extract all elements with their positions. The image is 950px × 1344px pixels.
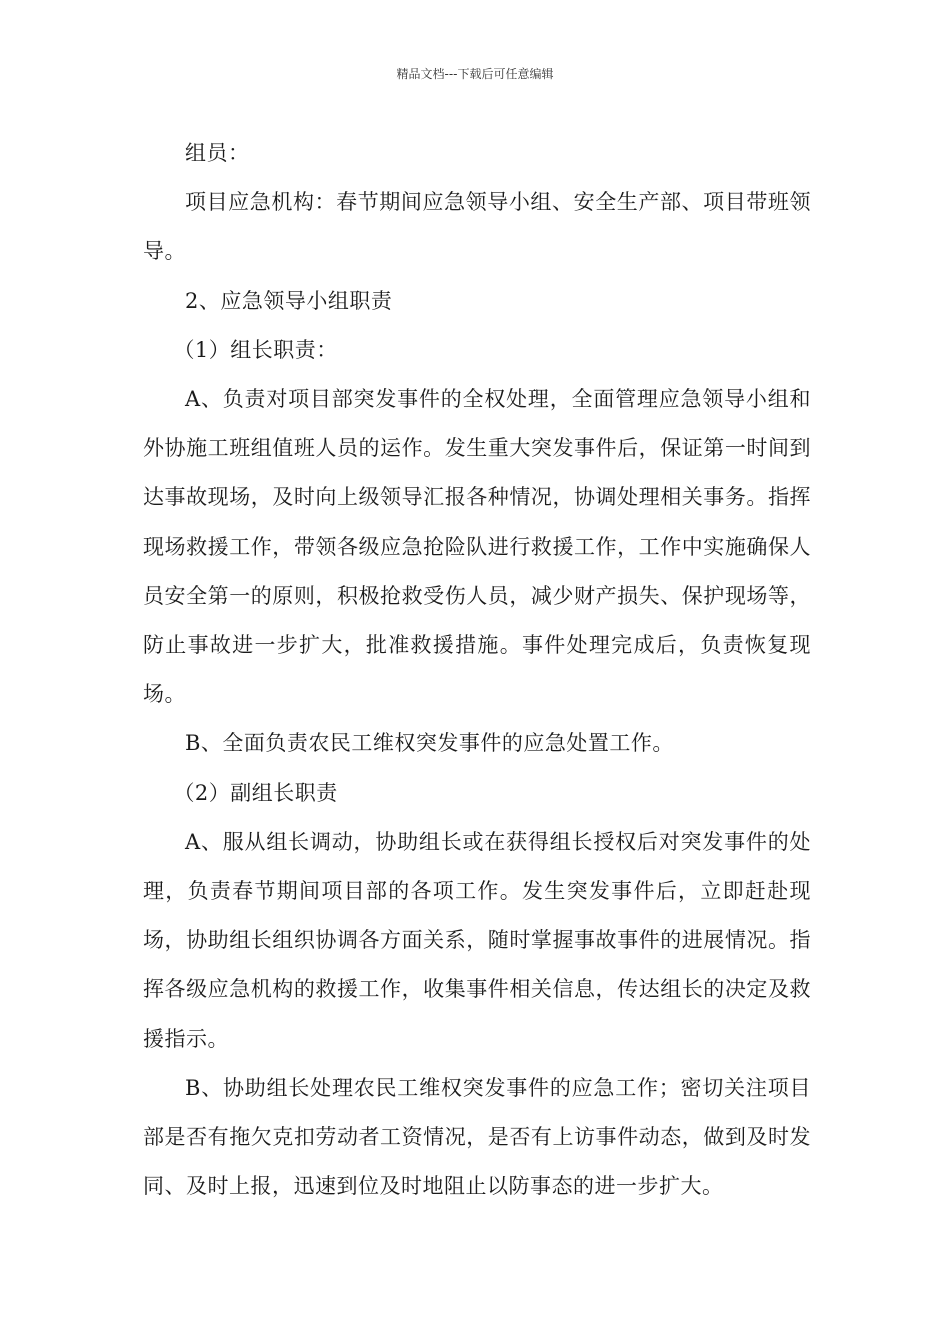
page-header: 精品文档---下载后可任意编辑 — [396, 67, 554, 81]
section-heading-leadership-duties: 2、应急领导小组职责 — [185, 288, 393, 313]
paragraph-leader-duty-b: B、全面负责农民工维权突发事件的应急处置工作。 — [185, 731, 674, 756]
paragraph-deputy-duty-b: B、协助组长处理农民工维权突发事件的应急工作；密切关注项目部是否有拖欠克扣劳动者工资情况，是否有上访事件动态，做到及时发同、及时上报，迅速到位及时地阻止以防事态的进一步扩大。 — [143, 1075, 811, 1199]
paragraph-emergency-organization: 项目应急机构：春节期间应急领导小组、安全生产部、项目带班领导。 — [143, 190, 811, 264]
paragraph-members: 组员： — [185, 141, 250, 165]
subheading-deputy-leader-duties: （2）副组长职责 — [173, 780, 338, 805]
subheading-leader-duties: （1）组长职责： — [173, 337, 338, 362]
paragraph-leader-duty-a: A、负责对项目部突发事件的全权处理，全面管理应急领导小组和外协施工班组值班人员的运作。发生重大突发事件后，保证第一时间到达事故现场，及时向上级领导汇报各种情况，协调处理相关事务。指挥现场救援工作，带领各级应急抢险队进行救援工作，工作中实施确保人员安全第一的原则，积极抢救受伤人员，减少财产损失、保护现场等，防止事故进一步扩大，批准救援措施。事件处理完成后，负责恢复现场。 — [143, 387, 811, 707]
paragraph-deputy-duty-a: A、服从组长调动，协助组长或在获得组长授权后对突发事件的处理，负责春节期间项目部的各项工作。发生突发事件后，立即赶赴现场，协助组长组织协调各方面关系，随时掌握事故事件的进展情况。指挥各级应急机构的救援工作，收集事件相关信息，传达组长的决定及救援指示。 — [143, 829, 811, 1051]
document-body — [143, 129, 811, 1211]
